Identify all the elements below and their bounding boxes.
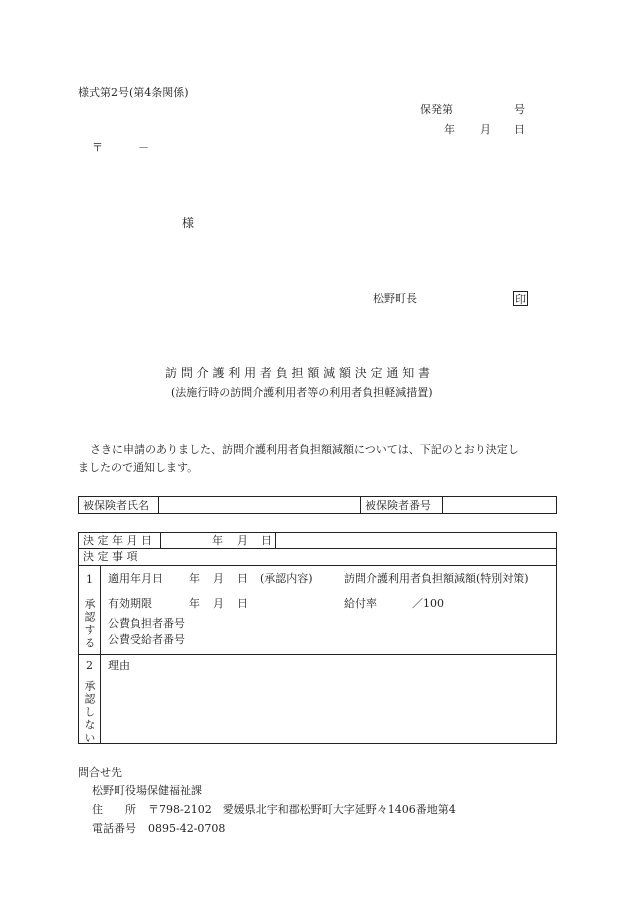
apply-date-label: 適用年月日: [108, 572, 163, 585]
contact-address-label: 住 所: [92, 803, 136, 816]
contact-address-value: 〒798-2102 愛媛県北宇和郡松野町大字延野々1406番地第4: [148, 803, 456, 816]
issue-date-month: 月: [480, 123, 491, 136]
body-text-line-1: さきに申請のありました、訪問介護利用者負担額減額については、下記のとおり決定し: [90, 443, 519, 456]
apply-date-day: 日: [237, 572, 248, 585]
approval-content-label: (承認内容): [260, 572, 313, 585]
contact-phone-value: 0895-42-0708: [148, 822, 226, 835]
decision-date-month: 月: [237, 534, 248, 547]
issue-date-year: 年: [444, 123, 455, 136]
benefit-rate-value: ／100: [412, 597, 444, 610]
approve-label: 承認する: [83, 598, 96, 650]
benefit-rate-label: 給付率: [344, 597, 377, 610]
decision-date-year: 年: [212, 534, 223, 547]
form-number: 様式第2号(第4条関係): [78, 86, 189, 99]
issue-date-day: 日: [514, 123, 525, 136]
addressee-honorific: 様: [182, 216, 195, 230]
decision-matters-label: 決 定 事 項: [83, 550, 138, 563]
approval-content-value: 訪問介護利用者負担額減額(特別対策): [344, 572, 529, 585]
reject-label: 承認しない: [83, 680, 96, 745]
document-subtitle: (法施行時の訪問介護利用者等の利用者負担軽減措置): [171, 386, 433, 399]
reject-number: 2: [86, 659, 93, 672]
apply-date-year: 年: [189, 572, 200, 585]
decision-date-label: 決 定 年 月 日: [83, 534, 152, 547]
contact-office: 松野町役場保健福祉課: [92, 784, 202, 797]
postal-dash: －: [138, 141, 149, 154]
approve-number: 1: [86, 573, 93, 586]
document-number-prefix: 保発第: [420, 103, 453, 116]
insured-table: [78, 496, 557, 514]
document-number-suffix: 号: [514, 103, 525, 116]
seal-mark: 印: [515, 293, 526, 306]
public-recipient-number-label: 公費受給者番号: [108, 633, 185, 646]
validity-label: 有効期限: [108, 597, 152, 610]
body-text-line-2: ましたので通知します。: [78, 461, 199, 474]
reason-label: 理由: [108, 659, 130, 672]
contact-heading: 問合せ先: [78, 766, 122, 779]
validity-day: 日: [237, 597, 248, 610]
public-payer-number-label: 公費負担者番号: [108, 617, 185, 630]
postal-mark: 〒: [92, 141, 103, 154]
insured-number-label: 被保険者番号: [365, 499, 431, 512]
validity-year: 年: [189, 597, 200, 610]
insured-name-label: 被保険者氏名: [83, 499, 149, 512]
contact-phone-label: 電話番号: [92, 822, 136, 835]
document-title: 訪 問 介 護 利 用 者 負 担 額 減 額 決 定 通 知 書: [165, 366, 431, 380]
apply-date-month: 月: [213, 572, 224, 585]
issuer-name: 松野町長: [373, 292, 417, 305]
validity-month: 月: [213, 597, 224, 610]
decision-date-day: 日: [261, 534, 272, 547]
